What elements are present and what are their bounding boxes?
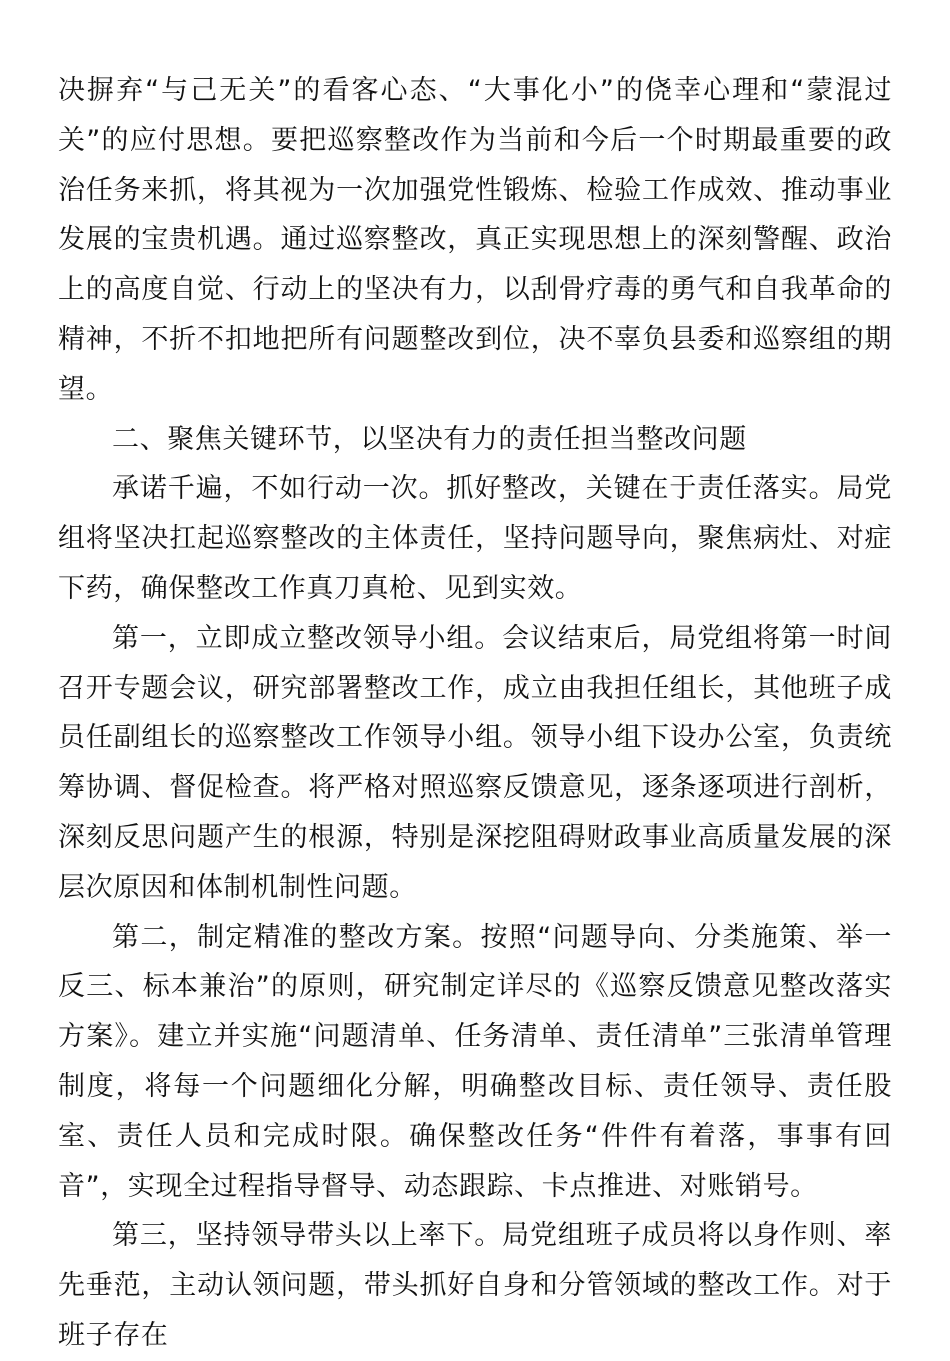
paragraph-continuation: 决摒弃“与己无关”的看客心态、“大事化小”的侥幸心理和“蒙混过关”的应付思想。要把巡察整改作为当前和今后一个时期最重要的政治任务来抓，将其视为一次加强党性锻炼、检验工作成效、推动事业发展的宝贵机遇。通过巡察整改，真正实现思想上的深刻警醒、政治上的高度自觉、行动上的坚决有力，以刮骨疗毒的勇气和自我革命的精神，不折不扣地把所有问题整改到位，决不辜负县委和巡察组的期望。 bbox=[58, 75, 892, 405]
paragraph: 第一，立即成立整改领导小组。会议结束后，局党组将第一时间召开专题会议，研究部署整改工作，成立由我担任组长，其他班子成员任副组长的巡察整改工作领导小组。领导小组下设办公室，负责统筹协调、督促检查。将严格对照巡察反馈意见，逐条逐项进行剖析，深刻反思问题产生的根源，特别是深挖阻碍财政事业高质量发展的深层次原因和体制机制性问题。 bbox=[58, 622, 892, 903]
section-heading: 二、聚焦关键环节，以坚决有力的责任担当整改问题 bbox=[112, 423, 747, 455]
paragraph: 承诺千遍，不如行动一次。抓好整改，关键在于责任落实。局党组将坚决扛起巡察整改的主体责任，坚持问题导向，聚焦病灶、对症下药，确保整改工作真刀真枪、见到实效。 bbox=[58, 473, 892, 604]
paragraph: 第二，制定精准的整改方案。按照“问题导向、分类施策、举一反三、标本兼治”的原则，研究制定详尽的《巡察反馈意见整改落实方案》。建立并实施“问题清单、任务清单、责任清单”三张清单管理制度，将每一个问题细化分解，明确整改目标、责任领导、责任股室、责任人员和完成时限。确保整改任务“件件有着落，事事有回音”，实现全过程指导督导、动态跟踪、卡点推进、对账销号。 bbox=[58, 921, 892, 1202]
paragraph: 第三，坚持领导带头以上率下。局党组班子成员将以身作则、率先垂范，主动认领问题，带头抓好自身和分管领域的整改工作。对于班子存在 bbox=[58, 1220, 892, 1351]
document-body bbox=[58, 66, 892, 1361]
